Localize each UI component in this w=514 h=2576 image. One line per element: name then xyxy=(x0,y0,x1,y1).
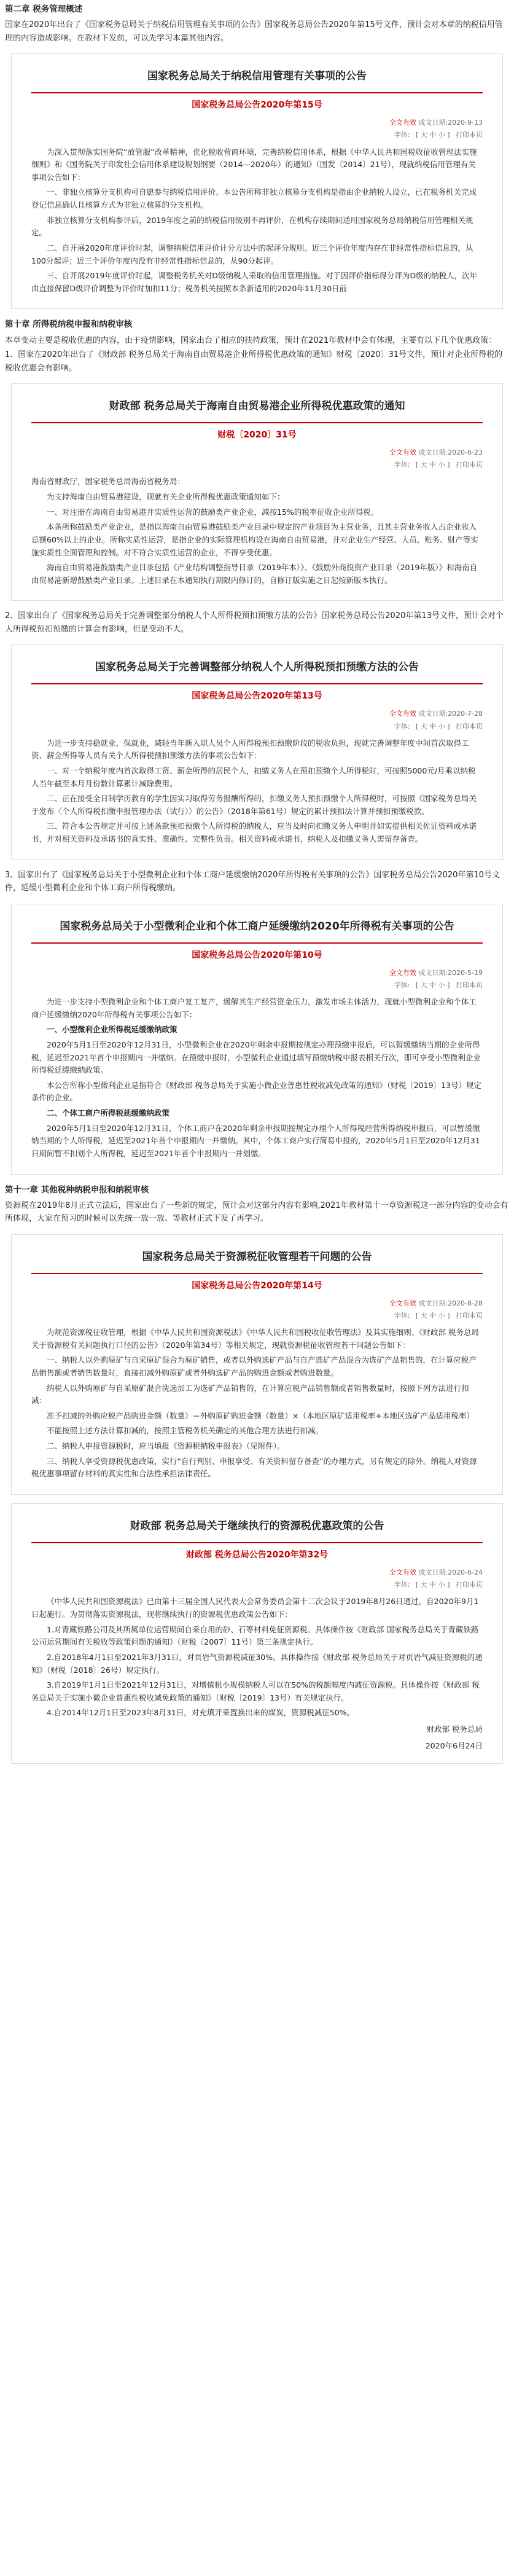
doc-meta xyxy=(31,708,483,719)
doc-paragraph: 为规范资源税征收管理，根据《中华人民共和国资源税法》《中华人民共和国税收征收管理法》及其实施细则、《财政部 税务总局关于资源税有关问题执行口径的公告》（2020年第34号）等相关规定，现就资源税征收管理若干问题公告如下： xyxy=(31,1328,479,1350)
doc-number: 财税〔2020〕31号 xyxy=(217,430,297,440)
doc-subheading: 二、个体工商户所得税延缓缴纳政策 xyxy=(47,1108,170,1118)
print-link[interactable]: 打印本页 xyxy=(456,722,483,730)
doc-paragraph: 4.自2014年12月1日至2023年8月31日，对充填开采置换出来的煤炭，资源税减征50%。 xyxy=(47,1708,355,1718)
chapter-intro: 资源税在2019年8月正式立法后，国家出台了一些新的规定，预计会对这部分内容有影响,2021年教材第十一章资源税这一部分内容的变动会有所体现，大家在预习的时候可以先统一放一放、等教材正式下发了再学习。 xyxy=(5,1200,508,1224)
font-label: 字体: xyxy=(394,1311,410,1320)
doc-paragraph: 非独立核算分支机构参评后，2019年度之前的纳税信用级别不再评价，在机构存续期间适用国家税务总局纳税信用管理相关规定。 xyxy=(31,215,473,238)
validity-status: 全文有效 xyxy=(389,968,416,977)
divider xyxy=(31,683,483,684)
doc-formula: 准予扣减的外购应税产品购进金额（数量）＝外购原矿购进金额（数量）×（本地区原矿适用税率÷本地区选矿产品适用税率） xyxy=(47,1411,474,1420)
doc-title: 财政部 税务总局关于继续执行的资源税优惠政策的公告 xyxy=(130,1519,384,1532)
chapter-title: 第十章 所得税纳税申报和纳税审核 xyxy=(5,319,133,330)
list-item: 3、国家出台了《国家税务总局关于小型微利企业和个体工商户延缓缴纳2020年所得税有关事项的公告》国家税务总局公告2020年第10号文件，延缓小型微利企业和个体工商户所得税缴纳。 xyxy=(5,870,500,893)
doc-paragraph: 二、纳税人申报资源税时，应当填报《资源税纳税申报表》（见附件）。 xyxy=(47,1441,285,1451)
font-label: 字体: xyxy=(394,461,410,469)
document-notice-31 xyxy=(11,383,503,601)
doc-paragraph: 本公告所称小型微利企业是指符合《财政部 税务总局关于实施小微企业普惠性税收减免政策的通知》（财税〔2019〕13号）规定条件的企业。 xyxy=(31,1080,481,1103)
doc-paragraph: 二、自开展2020年度评价时起，调整纳税信用评价计分方法中的起评分规则。近三个评价年度内存在非经常性指标信息的，从100分起评；近三个评价年度内没有非经常性指标信息的，从90分起评。 xyxy=(31,243,473,265)
doc-meta xyxy=(31,117,483,128)
divider xyxy=(31,1542,483,1543)
document-notice-14 xyxy=(11,1234,503,1495)
font-size-options[interactable]: [ 大 中 小 ] xyxy=(415,131,450,139)
divider xyxy=(31,422,483,423)
font-size-options[interactable]: [ 大 中 小 ] xyxy=(415,1311,450,1320)
doc-toolbar xyxy=(31,721,483,732)
doc-paragraph: 2.自2018年4月1日至2021年3月31日，对页岩气资源税减征30%。具体操作按《财政部 税务总局关于对页岩气减征资源税的通知》（财税〔2018〕26号）规定执行。 xyxy=(31,1652,483,1675)
doc-title: 财政部 税务总局关于海南自由贸易港企业所得税优惠政策的通知 xyxy=(109,400,405,413)
doc-paragraph: 《中华人民共和国资源税法》已由第十三届全国人民代表大会常务委员会第十二次会议于2019年8月26日通过，自2020年9月1日起施行。为贯彻落实资源税法，现将继续执行的资源税优惠政策公告如下： xyxy=(31,1597,479,1619)
document-notice-10 xyxy=(11,904,503,1175)
document-notice-13 xyxy=(11,644,503,859)
doc-paragraph: 为进一步支持稳就业、保就业，减轻当年新入职人员个人所得税预扣预缴阶段的税收负担，现就完善调整年度中间首次取得工资、薪金所得等人员有关个人所得税预扣预缴方法的事项公告如下： xyxy=(31,738,469,761)
list-item: 1、国家在2020年出台了《财政部 税务总局关于海南自由贸易港企业所得税优惠政策的通知》财税〔2020〕31号文件，预计对企业所得税的税收优惠会有影响。 xyxy=(5,350,503,373)
doc-number: 国家税务总局公告2020年第10号 xyxy=(192,950,322,960)
chapter-title: 第二章 税务管理概述 xyxy=(5,4,83,14)
validity-status: 全文有效 xyxy=(389,710,416,718)
print-link[interactable]: 打印本页 xyxy=(456,461,483,469)
issue-date: 成文日期:2020-9-13 xyxy=(418,119,483,127)
doc-number: 国家税务总局公告2020年第14号 xyxy=(192,1280,322,1291)
divider xyxy=(31,1273,483,1274)
doc-paragraph: 1.对青藏铁路公司及其所属单位运营期间自采自用的砂、石等材料免征资源税。具体操作按《财政部 国家税务总局关于青藏铁路公司运营期间有关税收等政策问题的通知》（财税〔2007〕11号）第三条规定执行。 xyxy=(31,1624,479,1647)
doc-subheading: 一、小型微利企业所得税延缓缴纳政策 xyxy=(47,1025,177,1035)
doc-toolbar xyxy=(31,460,483,471)
doc-paragraph: 不能按照上述方法计算扣减的，按照主管税务机关确定的其他合理方法进行扣减。 xyxy=(47,1426,324,1436)
doc-title: 国家税务总局关于纳税信用管理有关事项的公告 xyxy=(147,70,367,83)
issue-date: 成文日期:2020-7-28 xyxy=(418,710,483,718)
issue-date: 成文日期:2020-5-19 xyxy=(418,968,483,977)
doc-toolbar xyxy=(31,1310,483,1321)
validity-status: 全文有效 xyxy=(389,1568,416,1577)
doc-number: 财政部 税务总局公告2020年第32号 xyxy=(185,1550,329,1560)
font-size-options[interactable]: [ 大 中 小 ] xyxy=(415,461,450,469)
validity-status: 全文有效 xyxy=(389,448,416,457)
doc-paragraph: 2020年5月1日至2020年12月31日，小型微利企业在2020年剩余申报期按规定办理预缴申报后，可以暂缓缴纳当期的企业所得税，延迟至2021年首个申报期内一并缴纳。在预缴申报时，小型微利企业通过填写预缴纳税申报表相关行次，即可享受小型微利企业所得税延缓缴纳政策。 xyxy=(31,1039,481,1075)
document-notice-32 xyxy=(11,1503,503,1764)
doc-paragraph: 三、纳税人享受资源税优惠政策，实行“自行判别、申报享受、有关资料留存备查”的办理方式，另有规定的除外。纳税人对资源税优惠事项留存材料的真实性和合法性承担法律责任。 xyxy=(31,1456,477,1479)
font-label: 字体: xyxy=(394,1581,410,1589)
issue-date: 成文日期:2020-6-23 xyxy=(418,448,483,457)
doc-meta xyxy=(31,968,483,979)
validity-status: 全文有效 xyxy=(389,119,416,127)
doc-toolbar xyxy=(31,1580,483,1591)
doc-number: 国家税务总局公告2020年第13号 xyxy=(192,691,322,702)
doc-paragraph: 本条所称鼓励类产业企业，是指以海南自由贸易港鼓励类产业目录中规定的产业项目为主营业务，且其主营业务收入占企业收入总额60%以上的企业。所称实质性运营，是指企业的实际管理机构设在海南自由贸易港，并对企业生产经营、人员、账务、财产等实施实质性全面管理和控制。对不符合实质性运营的企业，不得享受优惠。 xyxy=(31,522,478,557)
chapter-intro: 国家在2020年出台了《国家税务总局关于纳税信用管理有关事项的公告》国家税务总局公告2020年第15号文件，预计会对本章的纳税信用管理的内容造成影响。在教材下发前，可以先学习本篇其他内容。 xyxy=(5,20,503,43)
doc-paragraph: 一、纳税人以外购原矿与自采原矿混合为原矿销售，或者以外购选矿产品与自产选矿产品混合为选矿产品销售的，在计算应税产品销售额或者销售数量时，直接扣减外购原矿或者外购选矿产品的购进金额或者购进数量。 xyxy=(31,1355,477,1377)
doc-paragraph: 2020年5月1日至2020年12月31日，个体工商户在2020年剩余申报期按规定办理个人所得税经营所得纳税申报后，可以暂缓缴纳当期的个人所得税，延迟至2021年首个申报期内一并缴纳。其中，个体工商户实行简易申报的，2020年5月1日至2020年12月31日期间暂不扣划个人所得税，延迟至2021年首个申报期内一并划缴。 xyxy=(31,1123,480,1158)
validity-status: 全文有效 xyxy=(389,1299,416,1307)
doc-number: 国家税务总局公告2020年第15号 xyxy=(192,100,322,111)
issue-date: 成文日期:2020-6-24 xyxy=(418,1568,483,1577)
font-label: 字体: xyxy=(394,981,410,989)
page xyxy=(0,2,514,1787)
doc-paragraph: 一、对注册在海南自由贸易港并实质性运营的鼓励类产业企业，减按15%的税率征收企业所得税。 xyxy=(47,507,379,517)
font-size-options[interactable]: [ 大 中 小 ] xyxy=(415,722,450,730)
print-link[interactable]: 打印本页 xyxy=(456,1581,483,1589)
print-link[interactable]: 打印本页 xyxy=(456,131,483,139)
doc-paragraph: 三、自开展2019年度评价时起，调整税务机关对D级纳税人采取的信用管理措施。对于因评价指标得分评为D级的纳税人，次年由直接保留D级评价调整为评价时加扣11分；税务机关按照本条新适用的2020年11月30日前 xyxy=(31,271,478,293)
doc-paragraph: 一、非独立核算分支机构可自愿参与纳税信用评价。本公告所称非独立核算分支机构是指由企业纳税人设立，已在税务机关完成登记信息确认且核算方式为非独立核算的分支机构。 xyxy=(31,187,477,210)
doc-paragraph: 二、正在接受全日制学历教育的学生因实习取得劳务报酬所得的，扣缴义务人预扣预缴个人所得税时，可按照《国家税务总局关于发布〈个人所得税扣缴申报管理办法（试行）〉的公告》（2018年第61号）规定的累计预扣法计算并预扣预缴税款。 xyxy=(31,794,477,816)
doc-paragraph: 为进一步支持小型微利企业和个体工商户复工复产，缓解其生产经营资金压力，激发市场主体活力，现就小型微利企业和个体工商户延缓缴纳2020年所得税有关事项公告如下： xyxy=(31,997,477,1019)
list-item: 2、国家出台了《国家税务总局关于完善调整部分纳税人个人所得税预扣预缴方法的公告》国家税务总局公告2020年第13号文件，预计会对个人所得税预扣预缴的计算会有影响，但是变动不大。 xyxy=(5,611,504,634)
font-size-options[interactable]: [ 大 中 小 ] xyxy=(415,1581,450,1589)
doc-meta xyxy=(31,1298,483,1309)
doc-paragraph: 为深入贯彻落实国务院“放管服”改革精神，优化税收营商环境，完善纳税信用体系，根据《中华人民共和国税收征收管理法实施细则》和《国务院关于印发社会信用体系建设规划纲要（2014—2020年）的通知》（国发〔2014〕21号），现就纳税信用管理有关事项公告如下： xyxy=(31,147,477,182)
doc-paragraph: 一、对一个纳税年度内首次取得工资、薪金所得的居民个人，扣缴义务人在预扣预缴个人所得税时，可按照5000元/月乘以纳税人当年截至本月月份数计算累计减除费用。 xyxy=(31,765,476,788)
doc-toolbar xyxy=(31,980,483,991)
issue-date: 成文日期:2020-8-28 xyxy=(418,1299,483,1307)
document-notice-15 xyxy=(11,53,503,309)
doc-title: 国家税务总局关于资源税征收管理若干问题的公告 xyxy=(142,1250,372,1263)
signatory: 财政部 税务总局 xyxy=(426,1725,483,1734)
doc-salutation: 海南省财政厅，国家税务总局海南省税务局： xyxy=(31,477,185,487)
print-link[interactable]: 打印本页 xyxy=(456,1311,483,1320)
doc-toolbar xyxy=(31,130,483,141)
doc-paragraph: 三、符合本公告规定并可按上述条款预扣预缴个人所得税的纳税人，应当及时向扣缴义务人申明并如实提供相关佐证资料或承诺书，并对相关资料及承诺书的真实性、准确性、完整性负责。相关资料或承诺书，纳税人及扣缴义务人需留存备查。 xyxy=(31,821,477,844)
doc-title: 国家税务总局关于完善调整部分纳税人个人所得税预扣预缴方法的公告 xyxy=(95,661,419,674)
doc-paragraph: 纳税人以外购原矿与自采原矿混合洗选加工为选矿产品销售的，在计算应税产品销售额或者销售数量时，按照下列方法进行扣减： xyxy=(31,1383,469,1406)
font-label: 字体: xyxy=(394,131,410,139)
font-label: 字体: xyxy=(394,722,410,730)
print-link[interactable]: 打印本页 xyxy=(456,981,483,989)
doc-meta xyxy=(31,1567,483,1578)
doc-meta xyxy=(31,447,483,458)
divider xyxy=(31,942,483,944)
doc-title: 国家税务总局关于小型微利企业和个体工商户延缓缴纳2020年所得税有关事项的公告 xyxy=(60,920,454,933)
chapter-intro: 本章变动主要是税收优惠的内容，由于疫情影响，国家出台了相应的扶持政策，预计在2021年教材中会有体现，主要有以下几个优惠政策： xyxy=(5,335,497,345)
font-size-options[interactable]: [ 大 中 小 ] xyxy=(415,981,450,989)
signature-date: 2020年6月24日 xyxy=(425,1740,483,1750)
doc-paragraph: 为支持海南自由贸易港建设，现就有关企业所得税优惠政策通知如下： xyxy=(47,492,285,502)
divider xyxy=(31,92,483,93)
doc-paragraph: 海南自由贸易港鼓励类产业目录包括《产业结构调整指导目录（2019年本）》、《鼓励外商投资产业目录（2019年版）》和海南自由贸易港新增鼓励类产业目录。上述目录在本通知执行期限内修订的，自修订版实施之日起按新版本执行。 xyxy=(31,563,478,585)
doc-paragraph: 3.自2019年1月1日至2021年12月31日，对增值税小规模纳税人可以在50%的税额幅度内减征资源税。具体操作按《财政部 税务总局关于实施小微企业普惠性税收减免政策的通知》（财税〔2019〕13号）有关规定执行。 xyxy=(31,1680,480,1702)
chapter-title: 第十一章 其他税种纳税申报和纳税审核 xyxy=(5,1184,149,1195)
